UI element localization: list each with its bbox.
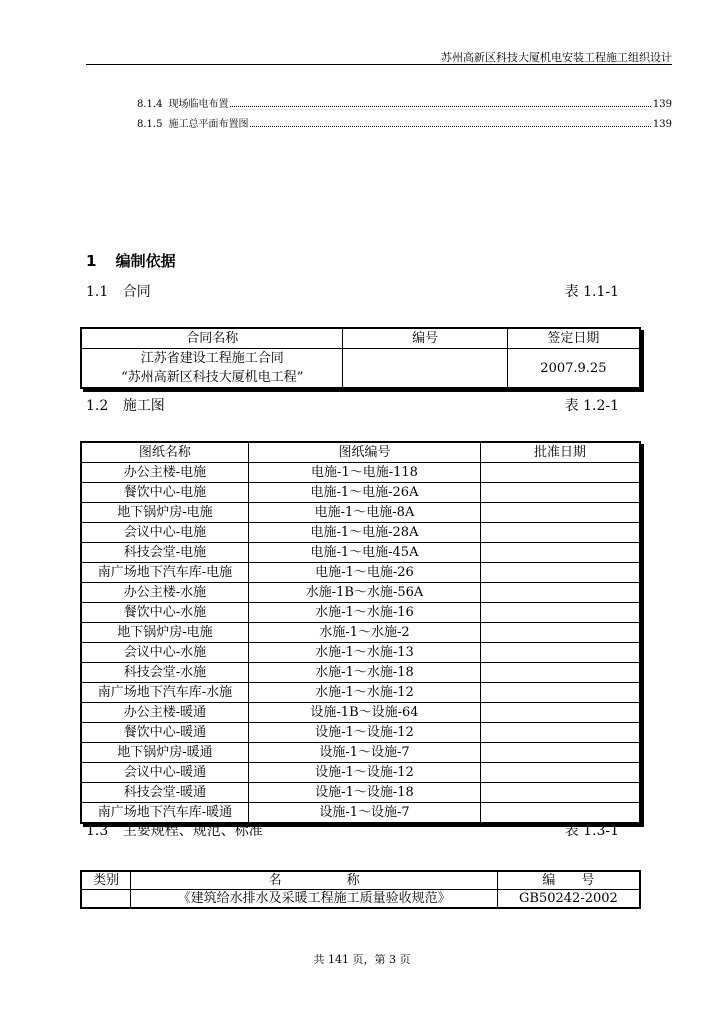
table-cell: 水施-1～水施-2 [248, 623, 480, 643]
header-cell: 名 称 [131, 871, 498, 890]
table-row [81, 743, 640, 763]
subsection-number: 1.3 [86, 823, 109, 839]
section-title: 编制依据 [115, 252, 176, 270]
table-cell [481, 723, 640, 743]
table-cell: 《建筑给水排水及采暖工程施工质量验收规范》 [131, 890, 498, 909]
table-cell: 设施-1～设施-7 [248, 743, 480, 763]
table-cell: 电施-1～电施-45A [248, 543, 480, 563]
toc-leader-dots [250, 126, 650, 127]
table-row [81, 463, 640, 483]
subsection-heading-1-1 [86, 281, 151, 301]
contract-table [80, 327, 641, 389]
toc-entry-number: 8.1.4 [137, 99, 163, 110]
drawings-table [80, 441, 641, 824]
table-label-1-1: 表 1.1-1 [564, 284, 619, 300]
table-cell: 水施-1～水施-18 [248, 663, 480, 683]
toc-entry-title: 现场临电布置 [168, 99, 229, 110]
table-row [81, 703, 640, 723]
table-cell [481, 483, 640, 503]
table-row [81, 503, 640, 523]
table-cell: 科技会堂-水施 [81, 663, 248, 683]
header-cell: 合同名称 [81, 328, 343, 349]
header-rule [86, 64, 672, 65]
table-cell [481, 683, 640, 703]
table-header-row [81, 871, 640, 890]
header-cell: 批准日期 [481, 442, 640, 463]
table-cell: 水施-1B～水施-56A [248, 583, 480, 603]
section-heading-1 [86, 250, 176, 271]
table-row [81, 723, 640, 743]
subsection-number: 1.1 [86, 284, 109, 300]
table-cell: 设施-1～设施-12 [248, 763, 480, 783]
document-header-title: 苏州高新区科技大厦机电安装工程施工组织设计 [441, 51, 672, 64]
table-cell: 餐饮中心-电施 [81, 483, 248, 503]
contract-code-cell [343, 349, 507, 389]
table-cell: 设施-1～设施-18 [248, 783, 480, 803]
subsection-title: 合同 [122, 284, 151, 300]
table-cell: GB50242-2002 [497, 890, 640, 909]
contract-date-cell: 2007.9.25 [507, 349, 640, 389]
table-row [81, 603, 640, 623]
table-cell: 会议中心-水施 [81, 643, 248, 663]
table-cell [481, 763, 640, 783]
table-cell: 水施-1～水施-13 [248, 643, 480, 663]
page-footer: 共 141 页，第 3 页 [313, 953, 411, 966]
header-cell: 编号 [343, 328, 507, 349]
toc-entry[interactable] [137, 96, 672, 110]
table-cell: 水施-1～水施-16 [248, 603, 480, 623]
contract-name-line2: “苏州高新区科技大厦机电工程” [121, 370, 304, 385]
table-cell: 地下锅炉房-电施 [81, 623, 248, 643]
section-number: 1 [86, 252, 97, 270]
table-cell [481, 743, 640, 763]
table-cell [481, 463, 640, 483]
table-cell: 设施-1B～设施-64 [248, 703, 480, 723]
table-cell: 会议中心-暖通 [81, 763, 248, 783]
table-label-1-3: 表 1.3-1 [564, 823, 619, 839]
table-row [81, 583, 640, 603]
table-label-1-2: 表 1.2-1 [564, 398, 619, 414]
table-cell: 科技会堂-暖通 [81, 783, 248, 803]
table-cell: 地下锅炉房-电施 [81, 503, 248, 523]
header-cell: 图纸名称 [81, 442, 248, 463]
table-cell: 办公主楼-暖通 [81, 703, 248, 723]
table-row [81, 623, 640, 643]
subsection-heading-1-3 [86, 820, 263, 840]
standards-table [80, 870, 641, 909]
table-cell [481, 563, 640, 583]
table-row [81, 643, 640, 663]
table-cell: 会议中心-电施 [81, 523, 248, 543]
table-cell [481, 583, 640, 603]
table-cell [81, 890, 131, 909]
table-row [81, 523, 640, 543]
table-cell: 南广场地下汽车库-电施 [81, 563, 248, 583]
table-cell [481, 783, 640, 803]
table-cell: 水施-1～水施-12 [248, 683, 480, 703]
table-cell [481, 523, 640, 543]
header-cell: 编 号 [497, 871, 640, 890]
header-cell: 签定日期 [507, 328, 640, 349]
subsection-title: 施工图 [122, 398, 165, 414]
toc-entry-number: 8.1.5 [137, 119, 163, 130]
table-row [81, 349, 640, 389]
table-cell: 电施-1～电施-26 [248, 563, 480, 583]
table-cell: 电施-1～电施-8A [248, 503, 480, 523]
subsection-heading-1-2 [86, 395, 165, 415]
table-row [81, 543, 640, 563]
toc-entry[interactable] [137, 116, 672, 130]
table-cell: 科技会堂-电施 [81, 543, 248, 563]
table-cell: 电施-1～电施-26A [248, 483, 480, 503]
table-cell: 办公主楼-电施 [81, 463, 248, 483]
table-cell [481, 603, 640, 623]
table-cell: 南广场地下汽车库-水施 [81, 683, 248, 703]
toc-entry-page: 139 [652, 99, 672, 110]
table-row [81, 483, 640, 503]
table-cell [481, 703, 640, 723]
table-row [81, 763, 640, 783]
table-cell: 地下锅炉房-暖通 [81, 743, 248, 763]
contract-name-cell [81, 349, 343, 389]
contract-name-line1: 江苏省建设工程施工合同 [140, 351, 284, 366]
table-cell [481, 623, 640, 643]
table-row [81, 663, 640, 683]
table-cell: 电施-1～电施-118 [248, 463, 480, 483]
table-header-row [81, 442, 640, 463]
table-header-row [81, 328, 640, 349]
table-cell: 设施-1～设施-12 [248, 723, 480, 743]
table-cell: 设施-1～设施-7 [248, 803, 480, 824]
table-row [81, 563, 640, 583]
header-cell: 类别 [81, 871, 131, 890]
table-cell: 南广场地下汽车库-暖通 [81, 803, 248, 824]
table-row [81, 783, 640, 803]
table-cell: 办公主楼-水施 [81, 583, 248, 603]
table-row [81, 890, 640, 909]
table-cell: 餐饮中心-水施 [81, 603, 248, 623]
toc-entry-page: 139 [652, 119, 672, 130]
subsection-title: 主要规程、规范、标准 [122, 823, 263, 839]
table-cell: 餐饮中心-暖通 [81, 723, 248, 743]
table-row [81, 683, 640, 703]
toc-leader-dots [230, 106, 650, 107]
subsection-number: 1.2 [86, 398, 109, 414]
toc-entry-title: 施工总平面布置图 [168, 119, 249, 130]
header-cell: 图纸编号 [248, 442, 480, 463]
table-cell [481, 643, 640, 663]
table-cell: 电施-1～电施-28A [248, 523, 480, 543]
table-cell [481, 663, 640, 683]
table-cell [481, 503, 640, 523]
table-cell [481, 543, 640, 563]
